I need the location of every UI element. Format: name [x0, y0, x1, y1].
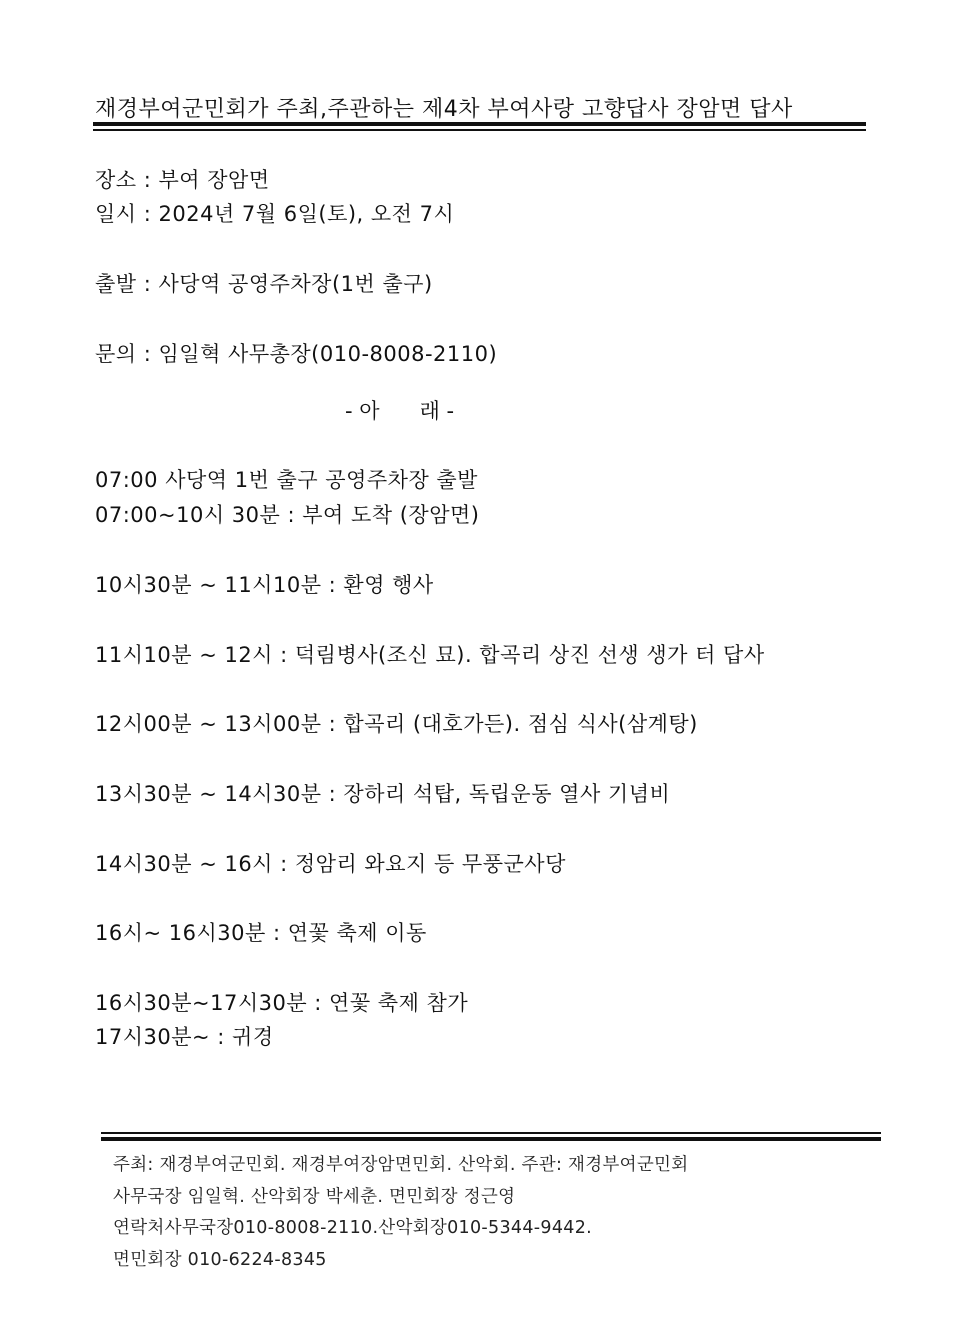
schedule-item: 12시00분 ~ 13시00분 : 합곡리 (대호가든). 점심 식사(삼계탕)	[95, 712, 698, 736]
schedule-item: 07:00 사당역 1번 출구 공영주차장 출발	[95, 468, 478, 492]
footer-contacts: 연락처사무국장010-8008-2110.산악회장010-5344-9442.	[113, 1218, 592, 1238]
footer-rule-top	[101, 1132, 881, 1134]
page-title: 재경부여군민회가 주최,주관하는 제4차 부여사랑 고향답사 장암면 답사	[95, 97, 793, 122]
schedule-item: 14시30분 ~ 16시 : 정암리 와요지 등 무풍군사당	[95, 852, 566, 876]
info-contact: 문의 : 임일혁 사무총장(010-8008-2110)	[95, 342, 498, 366]
title-underline-thick	[93, 122, 866, 126]
footer-officers: 사무국장 임일혁. 산악회장 박세춘. 면민회장 정근영	[113, 1187, 516, 1207]
schedule-item: 17시30분~ : 귀경	[95, 1025, 274, 1049]
schedule-item: 10시30분 ~ 11시10분 : 환영 행사	[95, 573, 434, 597]
schedule-item: 16시~ 16시30분 : 연꽃 축제 이동	[95, 921, 427, 945]
schedule-item: 16시30분~17시30분 : 연꽃 축제 참가	[95, 991, 469, 1015]
footer-contact-chair: 면민회장 010-6224-8345	[113, 1250, 327, 1270]
schedule-item: 13시30분 ~ 14시30분 : 장하리 석탑, 독립운동 열사 기념비	[95, 782, 671, 806]
info-place: 장소 : 부여 장암면	[95, 168, 270, 192]
title-underline-thin	[93, 129, 866, 131]
footer-organizers: 주최: 재경부여군민회. 재경부여장암면민회. 산악회. 주관: 재경부여군민회	[113, 1155, 689, 1175]
below-heading: - 아 래 -	[345, 399, 455, 423]
schedule-item: 07:00~10시 30분 : 부여 도착 (장암면)	[95, 503, 480, 527]
info-datetime: 일시 : 2024년 7월 6일(토), 오전 7시	[95, 202, 455, 226]
footer-rule-bottom	[101, 1137, 881, 1141]
schedule-item: 11시10분 ~ 12시 : 덕림병사(조신 묘). 합곡리 상진 선생 생가 터 답사	[95, 643, 765, 667]
info-departure: 출발 : 사당역 공영주차장(1번 출구)	[95, 272, 433, 296]
